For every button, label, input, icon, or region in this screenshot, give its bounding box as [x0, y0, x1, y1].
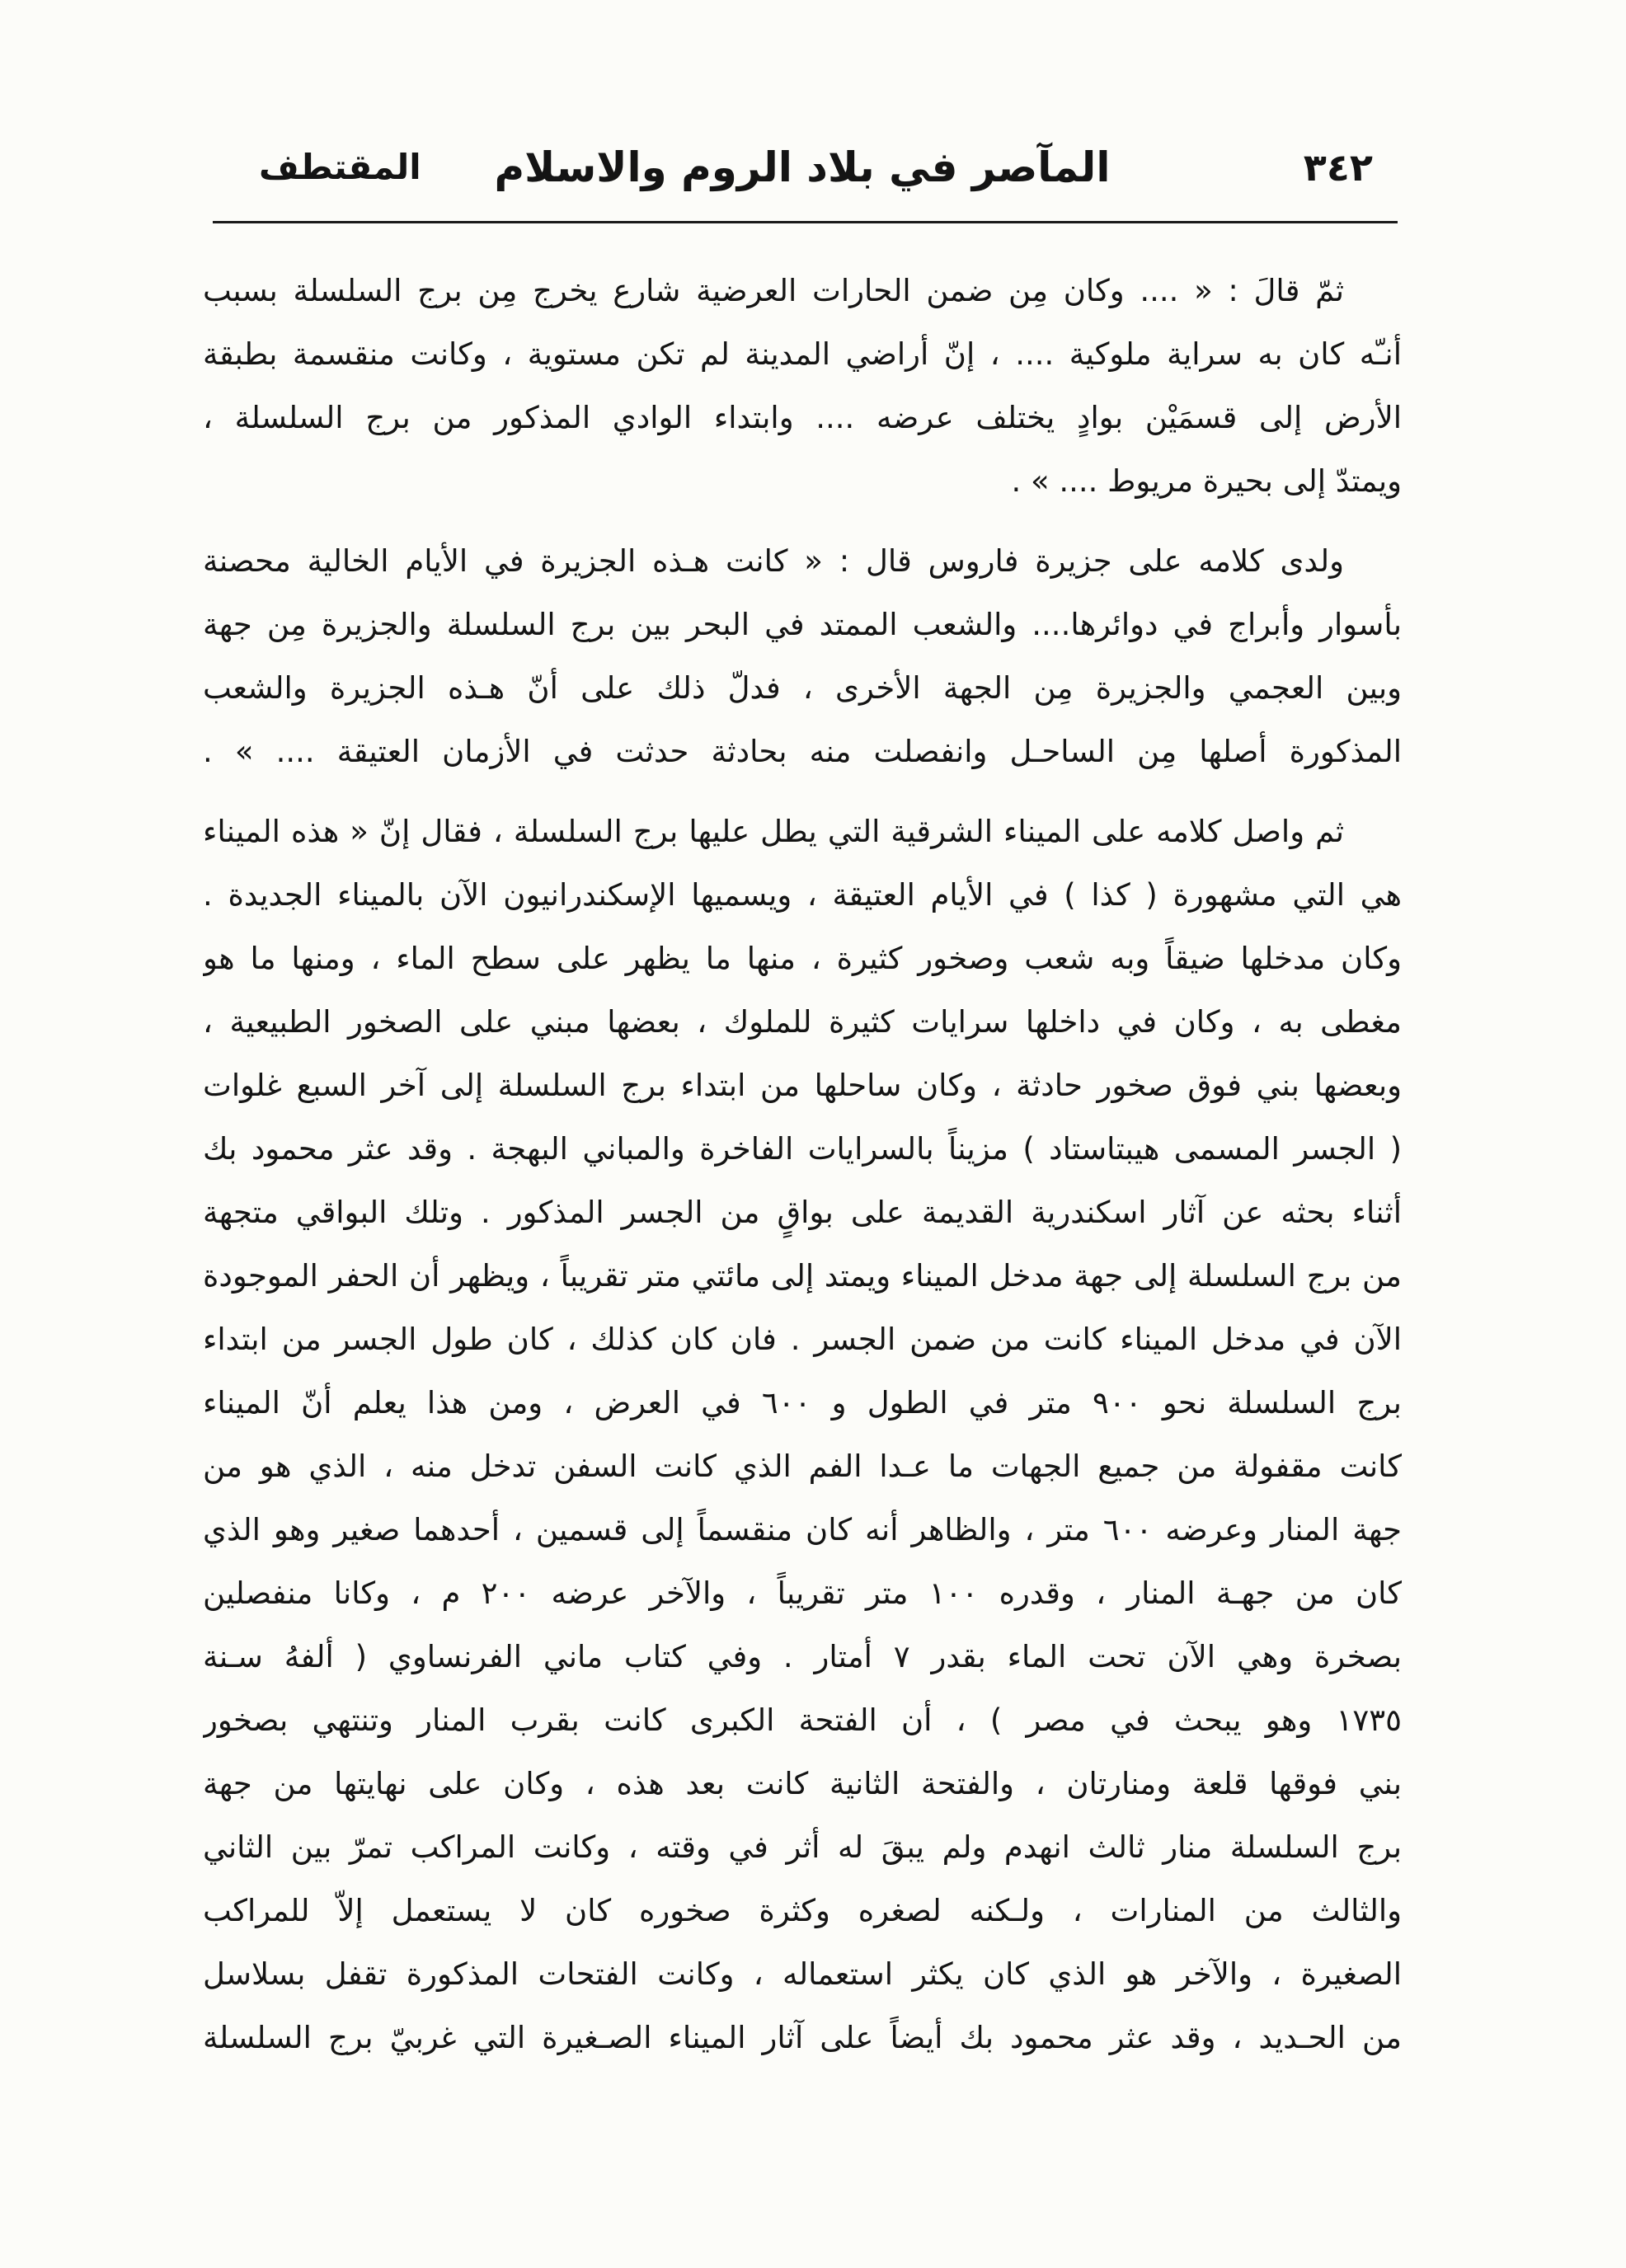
text-line: من برج السلسلة إلى جهة مدخل الميناء ويمتد إلى مائتي متر تقريباً ، ويظهر أن الحفر الموجودة	[203, 1258, 1402, 1294]
running-title: المآصر في بلاد الروم والاسلام	[494, 143, 1111, 191]
text-line: وبين العجمي والجزيرة مِن الجهة الأخرى ، فدلّ ذلك على أنّ هـذه الجزيرة والشعب	[203, 670, 1402, 706]
text-line: ثمّ قالَ : « .... وكان مِن ضمن الحارات العرضية شارع يخرج مِن برج السلسلة بسبب	[203, 273, 1344, 308]
text-line: برج السلسلة منار ثالث انهدم ولم يبقَ له أثر في وقته ، وكانت المراكب تمرّ بين الثاني	[203, 1829, 1402, 1865]
paragraph	[203, 800, 1402, 2069]
text-line: كان من جهـة المنار ، وقدره ١٠٠ متر تقريباً ، والآخر عرضه ٢٠٠ م ، وكانا منفصلين	[203, 1575, 1402, 1611]
text-line: جهة المنار وعرضه ٦٠٠ متر ، والظاهر أنه كان منقسماً إلى قسمين ، أحدهما صغير وهو الذي	[203, 1512, 1402, 1547]
text-line: ( الجسر المسمى هيبتاستاد ) مزيناً بالسرايات الفاخرة والمباني البهجة . وقد عثر محمود بك	[203, 1131, 1402, 1167]
text-line: بصخرة وهي الآن تحت الماء بقدر ٧ أمتار . وفي كتاب ماني الفرنساوي ( ألفهُ سـنة	[203, 1639, 1402, 1674]
text-line: من الحـديد ، وقد عثر محمود بك أيضاً على آثار الميناء الصـغيرة التي غربيّ برج السلسلة	[203, 2020, 1402, 2055]
text-line: أثناء بحثه عن آثار اسكندرية القديمة على بواقٍ من الجسر المذكور . وتلك البواقي متجهة	[203, 1195, 1402, 1230]
header-rule	[213, 221, 1398, 223]
text-line: كانت مقفولة من جميع الجهات ما عـدا الفم الذي كانت السفن تدخل منه ، الذي هو من	[203, 1449, 1402, 1484]
text-line: هي التي مشهورة ( كذا ) في الأيام العتيقة ، ويسميها الإسكندرانيون الآن بالميناء الجديدة .	[203, 877, 1402, 913]
text-line: برج السلسلة نحو ٩٠٠ متر في الطول و ٦٠٠ في العرض ، ومن هذا يعلم أنّ الميناء	[203, 1385, 1402, 1420]
text-line: بأسوار وأبراج في دوائرها.... والشعب الممتد في البحر بين برج السلسلة والجزيرة مِن جهة	[203, 607, 1402, 642]
text-line: الأرض إلى قسمَيْن بوادٍ يختلف عرضه .... وابتداء الوادي المذكور من برج السلسلة ،	[203, 400, 1402, 435]
text-line: ويمتدّ إلى بحيرة مريوط .... » .	[1011, 463, 1402, 499]
text-line: والثالث من المنارات ، ولـكنه لصغره وكثرة صخوره كان لا يستعمل إلاّ للمراكب	[203, 1893, 1402, 1928]
publication-name: المقتطف	[259, 147, 421, 187]
text-line: الصغيرة ، والآخر هو الذي كان يكثر استعماله ، وكانت الفتحات المذكورة تقفل بسلاسل	[203, 1956, 1402, 1992]
paragraph	[203, 529, 1402, 783]
text-line: وكان مدخلها ضيقاً وبه شعب وصخور كثيرة ، منها ما يظهر على سطح الماء ، ومنها ما هو	[203, 941, 1402, 976]
text-line: المذكورة أصلها مِن الساحـل وانفصلت منه بحادثة حدثت في الأزمان العتيقة .... » .	[203, 734, 1402, 769]
text-line: مغطى به ، وكان في داخلها سرايات كثيرة للملوك ، بعضها مبني على الصخور الطبيعية ،	[203, 1004, 1402, 1040]
text-line: أنـّه كان به سراية ملوكية .... ، إنّ أراضي المدينة لم تكن مستوية ، وكانت منقسمة بطبقة	[203, 336, 1402, 372]
text-line: وبعضها بني فوق صخور حادثة ، وكان ساحلها من ابتداء برج السلسلة إلى آخر السبع غلوات	[203, 1068, 1402, 1103]
text-line: ثم واصل كلامه على الميناء الشرقية التي يطل عليها برج السلسلة ، فقال إنّ « هذه الميناء	[203, 814, 1344, 849]
text-line: ولدى كلامه على جزيرة فاروس قال : « كانت هـذه الجزيرة في الأيام الخالية محصنة	[203, 543, 1344, 579]
article-body	[203, 259, 1402, 2069]
text-line: ١٧٣٥ وهو يبحث في مصر ) ، أن الفتحة الكبرى كانت بقرب المنار وتنتهي بصخور	[203, 1702, 1402, 1738]
paragraph	[203, 259, 1402, 513]
text-line: بني فوقها قلعة ومنارتان ، والفتحة الثانية كانت بعد هذه ، وكان على نهايتها من جهة	[203, 1766, 1402, 1801]
text-line: الآن في مدخل الميناء كانت من ضمن الجسر . فان كان كذلك ، كان طول الجسر من ابتداء	[203, 1322, 1402, 1357]
page-number: ٣٤٢	[1303, 145, 1373, 190]
